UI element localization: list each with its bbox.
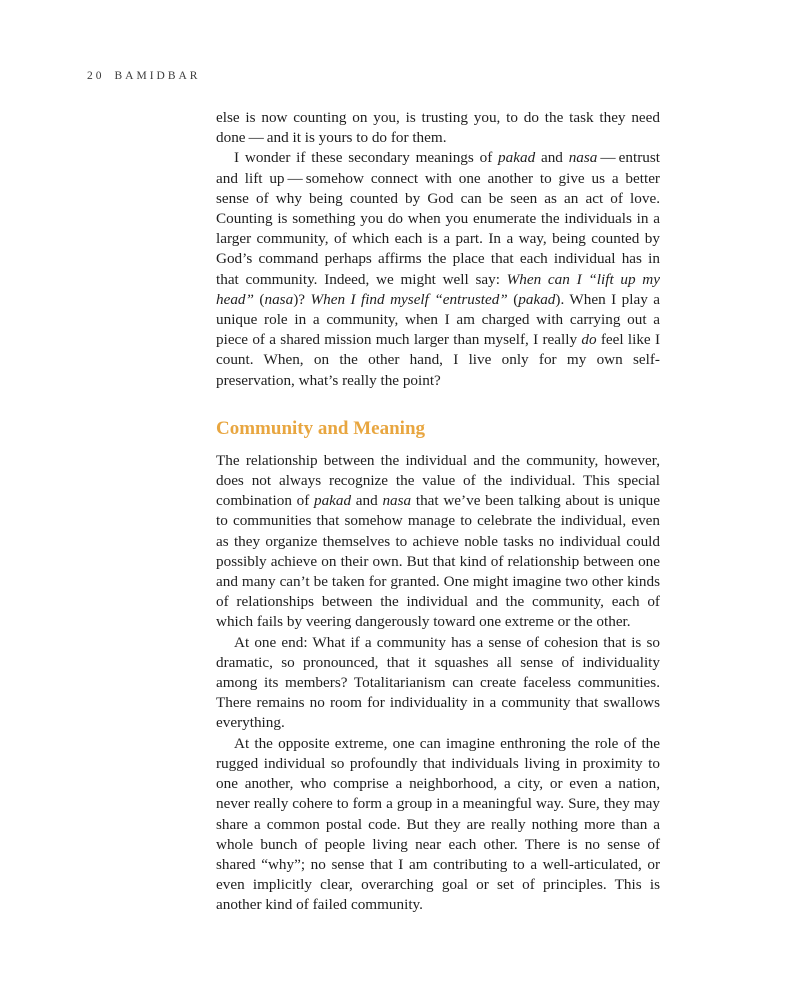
section-heading: Community and Meaning (216, 417, 426, 439)
italic-run: When I find myself “entrusted” (310, 290, 508, 308)
text-run: ). When I play a unique role in a community, when I am charged with carrying out a piece of a shared mission much larger than myself, I really (216, 290, 660, 349)
text-run: and (535, 149, 569, 167)
italic-run: nasa (382, 492, 412, 510)
paragraph-secondary-meanings (216, 148, 660, 390)
text-run: At one end: What if a community has a sense of cohesion that is so dramatic, so pronounced, that it squashes all sense of individuality among its members? Totalitarianism can create faceless communities. There remains no room for individuality in a community that swallows everything. (216, 633, 660, 732)
running-head (87, 70, 200, 82)
book-title: BAMIDBAR (114, 70, 201, 82)
body-text (216, 108, 660, 916)
text-run: At the opposite extreme, one can imagine enthroning the role of the rugged individual so profoundly that individuals living in proximity to one another, who comprise a neighborhood, a city, or even a nation, never really cohere to form a group in a meaningful way. Sure, they may share a common postal code. But they are really nothing more than a whole bunch of people living near each other. There is no sense of shared “why”; no sense that I am contributing to a well-articulated, or even implicitly clear, overarching goal or set of principles. This is another kind of failed community. (216, 734, 660, 914)
italic-run: pakad (313, 492, 352, 510)
text-run: that we’ve been talking about is unique to communities that somehow manage to celebrate the individual, even as they organize themselves to achieve noble tasks no individual could possibly achieve on their own. But that kind of relationship between one and many can’t be taken for granted. One might imagine two other kinds of relationships between the individual and the community, each of which fails by veering dangerously toward one extreme or the other. (216, 492, 661, 631)
italic-run: nasa (568, 149, 598, 167)
paragraph-one-end (216, 633, 660, 734)
italic-run: pakad (498, 149, 536, 167)
text-run: I wonder if these secondary meanings of (234, 149, 499, 167)
page-number: 20 (87, 70, 105, 82)
text-run: — entrust and lift up — somehow connect with one another to give us a better sense of why being counted by God can be seen as an act of love. Counting is something you do when you enumerate the individuals in a larger community, of which each is a part. In a way, being counted by God’s command perhaps affirms the place that each individual has in that community. Indeed, we might well say: (216, 149, 660, 288)
paragraph-continued (216, 108, 660, 148)
italic-run: do (581, 331, 597, 349)
text-run: and (351, 492, 383, 510)
text-run: ( (253, 290, 265, 308)
italic-run: When can I “lift up my head” (216, 270, 660, 308)
text-run: else is now counting on you, is trusting you, to do the task they need done — and it is yours to do for them. (216, 109, 660, 147)
italic-run: pakad (518, 290, 556, 308)
text-run: ( (507, 290, 519, 308)
paragraph-relationship (216, 451, 660, 633)
text-run: The relationship between the individual and the community, however, does not always recognize the value of the individual. This special combination of (216, 451, 660, 510)
paragraph-opposite-extreme (216, 734, 660, 916)
text-run: )? (293, 290, 311, 308)
text-run: feel like I count. When, on the other hand, I live only for my own self-preservation, what’s really the point? (216, 331, 660, 389)
italic-run: nasa (264, 290, 294, 308)
